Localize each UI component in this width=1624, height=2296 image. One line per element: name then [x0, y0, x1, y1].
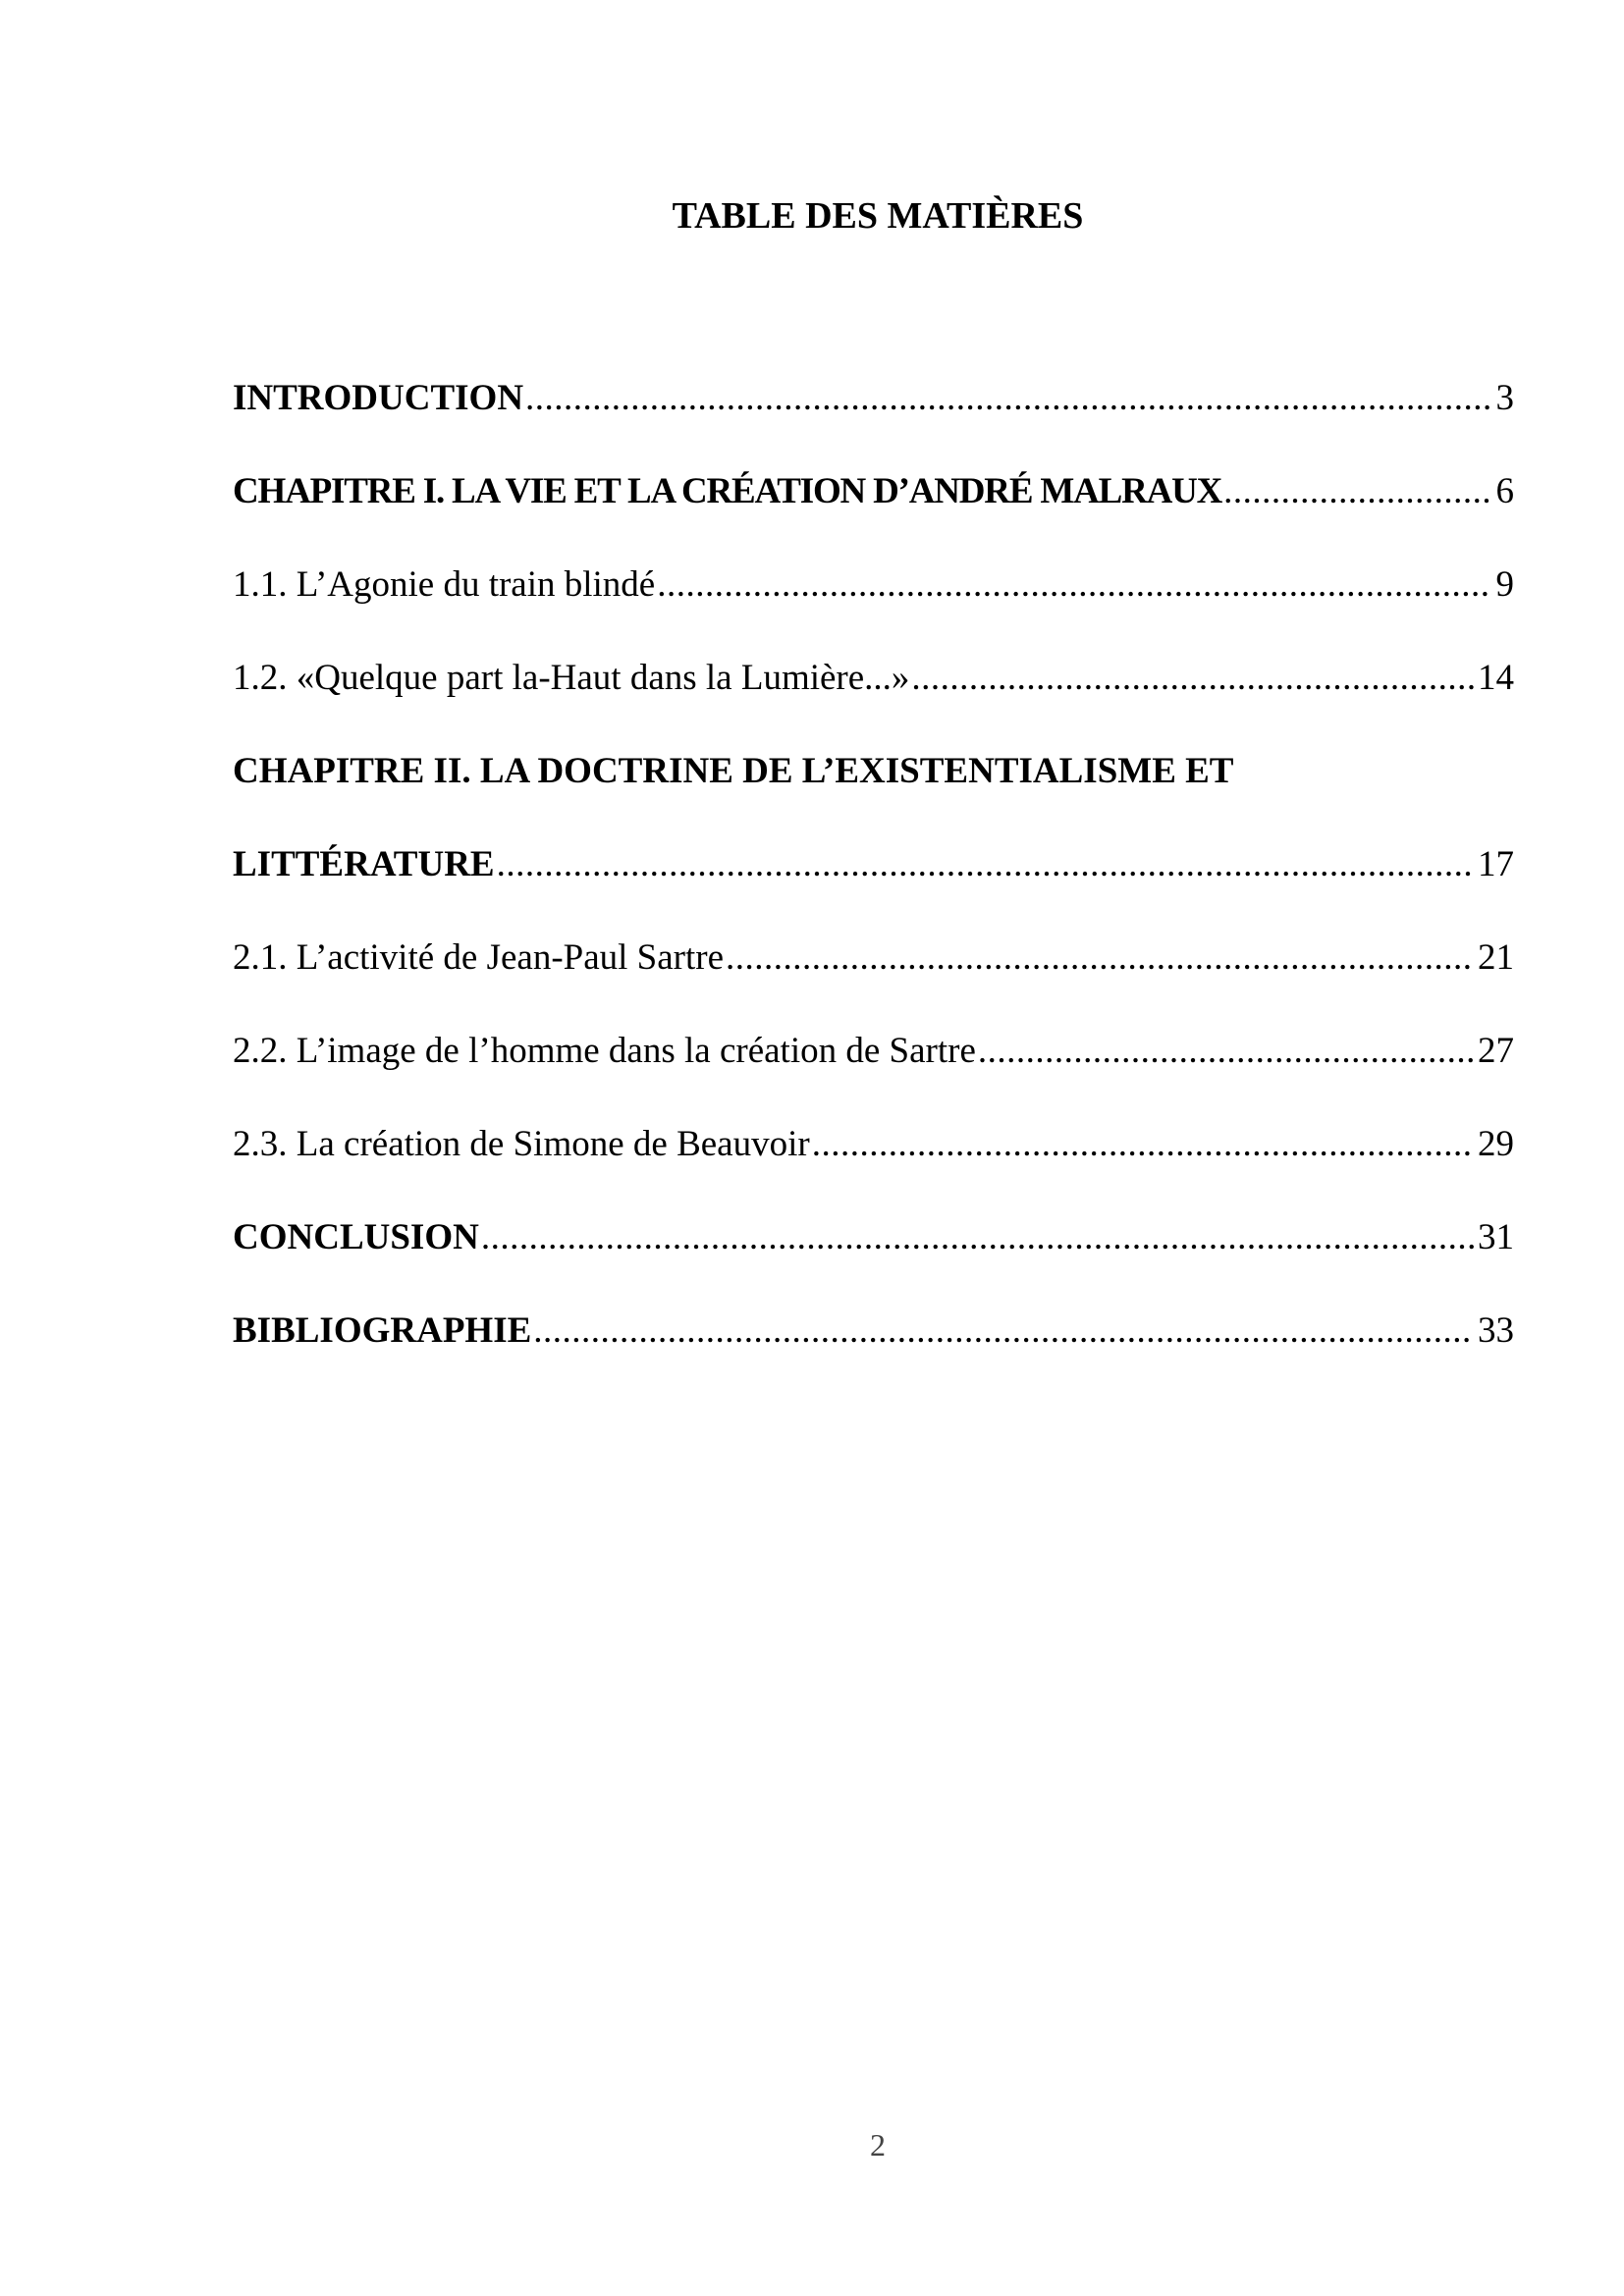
toc-entry-chapitre-2-line1[interactable]: CHAPITRE II. LA DOCTRINE DE L’EXISTENTIALISME ET — [233, 751, 1234, 791]
toc-entry-chapitre-1[interactable] — [233, 468, 1514, 561]
toc-leader-dots — [1223, 468, 1491, 515]
toc-leader-dots — [525, 375, 1491, 422]
toc-entry-page: 6 — [1495, 471, 1514, 511]
table-of-contents — [233, 375, 1514, 1401]
toc-entry-page: 17 — [1478, 844, 1514, 884]
toc-leader-dots — [726, 934, 1474, 982]
toc-entry-page: 31 — [1478, 1217, 1514, 1257]
toc-leader-dots — [978, 1028, 1474, 1075]
toc-leader-dots — [911, 655, 1474, 702]
toc-leader-dots — [533, 1308, 1474, 1355]
toc-entry-page: 9 — [1495, 564, 1514, 605]
toc-entry-label: 2.1. L’activité de Jean-Paul Sartre — [233, 937, 725, 978]
toc-entry-page: 33 — [1478, 1310, 1514, 1351]
toc-entry-page: 27 — [1478, 1031, 1514, 1071]
page-title: TABLE DES MATIÈRES — [672, 195, 1084, 237]
toc-entry-label: 2.2. L’image de l’homme dans la création de Sartre — [233, 1031, 976, 1071]
toc-entry-label: CONCLUSION — [233, 1217, 479, 1257]
toc-leader-dots — [481, 1214, 1474, 1261]
toc-entry-1-2[interactable] — [233, 655, 1514, 748]
toc-leader-dots — [812, 1121, 1474, 1168]
toc-entry-page: 21 — [1478, 937, 1514, 978]
toc-entry-1-1[interactable] — [233, 561, 1514, 655]
toc-entry-bibliographie[interactable] — [233, 1308, 1514, 1401]
toc-entry-label: 1.2. «Quelque part la-Haut dans la Lumière...» — [233, 658, 910, 698]
toc-entry-chapitre-2[interactable] — [233, 841, 1514, 934]
toc-entry-2-1[interactable] — [233, 934, 1514, 1028]
toc-entry-2-3[interactable] — [233, 1121, 1514, 1214]
toc-entry-page: 14 — [1478, 658, 1514, 698]
toc-entry-label: CHAPITRE I. LA VIE ET LA CRÉATION D’ANDRÉ MALRAUX — [233, 471, 1222, 511]
toc-entry-label: LITTÉRATURE — [233, 844, 495, 884]
toc-leader-dots — [657, 561, 1491, 609]
toc-entry-page: 29 — [1478, 1124, 1514, 1164]
toc-entry-page: 3 — [1495, 378, 1514, 418]
toc-entry-label: INTRODUCTION — [233, 378, 524, 418]
toc-entry-label: BIBLIOGRAPHIE — [233, 1310, 532, 1351]
toc-entry-2-2[interactable] — [233, 1028, 1514, 1121]
toc-entry-conclusion[interactable] — [233, 1214, 1514, 1308]
toc-leader-dots — [497, 841, 1474, 888]
page-number: 2 — [870, 2127, 886, 2163]
toc-entry-label: 1.1. L’Agonie du train blindé — [233, 564, 656, 605]
toc-entry-label: 2.3. La création de Simone de Beauvoir — [233, 1124, 810, 1164]
toc-entry-introduction[interactable] — [233, 375, 1514, 468]
